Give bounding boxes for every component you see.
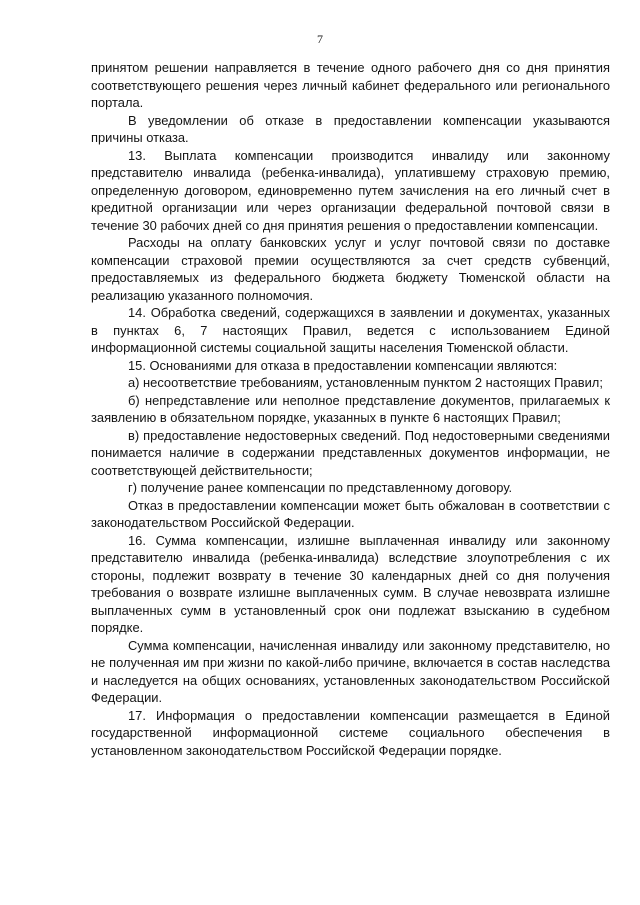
paragraph-inheritance: Сумма компенсации, начисленная инвалиду или законному представителю, но не полученная им при жизни по какой-либо причине, включается в состав наследства и наследуется на общих основаниях, установленных законодательством Российской Федерации. [91, 637, 610, 705]
paragraph-item-15-b: б) непредставление или неполное представление документов, прилагаемых к заявлению в обязательном порядке, указанных в пункте 6 настоящих Правил; [91, 392, 610, 425]
paragraph-item-15-a: а) несоответствие требованиям, установленным пунктом 2 настоящих Правил; [128, 375, 603, 390]
document-body [91, 59, 610, 759]
paragraph-item-14: 14. Обработка сведений, содержащихся в заявлении и документах, указанных в пунктах 6, 7 настоящих Правил, ведется с использованием Единой информационной системы социальной защиты населения Тюменской области. [91, 305, 610, 355]
paragraph-item-13: 13. Выплата компенсации производится инвалиду или законному представителю инвалида (ребенка-инвалида), уплатившему страховую премию, определенную договором, единовременно путем зачисления на его личный счет в кредитной организации или через организации федеральной почтовой связи в течение 30 рабочих дней со дня принятия решения о предоставлении компенсации. [91, 147, 610, 233]
paragraph-item-15: 15. Основаниями для отказа в предоставлении компенсации являются: [128, 357, 558, 373]
paragraph-refusal-notice: В уведомлении об отказе в предоставлении компенсации указываются причины отказа. [91, 112, 610, 145]
paragraph-appeal: Отказ в предоставлении компенсации может быть обжалован в соответствии с законодательством Российской Федерации. [91, 497, 610, 530]
paragraph-item-15-v: в) предоставление недостоверных сведений. Под недостоверными сведениями понимается наличие в содержании представленных документов информации, не соответствующей действительности; [91, 427, 610, 478]
paragraph-item-17: 17. Информация о предоставлении компенсации размещается в Единой государственной информационной системе социального обеспечения в установленном законодательством Российской Федерации порядке. [91, 707, 610, 758]
paragraph-continuation: принятом решении направляется в течение одного рабочего дня со дня принятия соответствующего решения через личный кабинет федерального или регионального портала. [91, 60, 610, 110]
page-number: 7 [317, 32, 323, 46]
paragraph-item-16: 16. Сумма компенсации, излишне выплаченная инвалиду или законному представителю инвалида (ребенка-инвалида) вследствие злоупотребления с их стороны, подлежит возврату в течение 30 календарных дней со дня получения требования о возврате излишне выплаченных сумм. В случае невозврата излишне выплаченных сумм в установленный срок они подлежат взысканию в судебном порядке. [91, 532, 610, 635]
paragraph-item-15-g: г) получение ранее компенсации по представленному договору. [128, 480, 513, 495]
paragraph-expenses: Расходы на оплату банковских услуг и услуг почтовой связи по доставке компенсации страховой премии осуществляются за счет средств субвенций, предоставляемых из федерального бюджета бюджету Тюменской области на реализацию указанного полномочия. [91, 235, 610, 303]
